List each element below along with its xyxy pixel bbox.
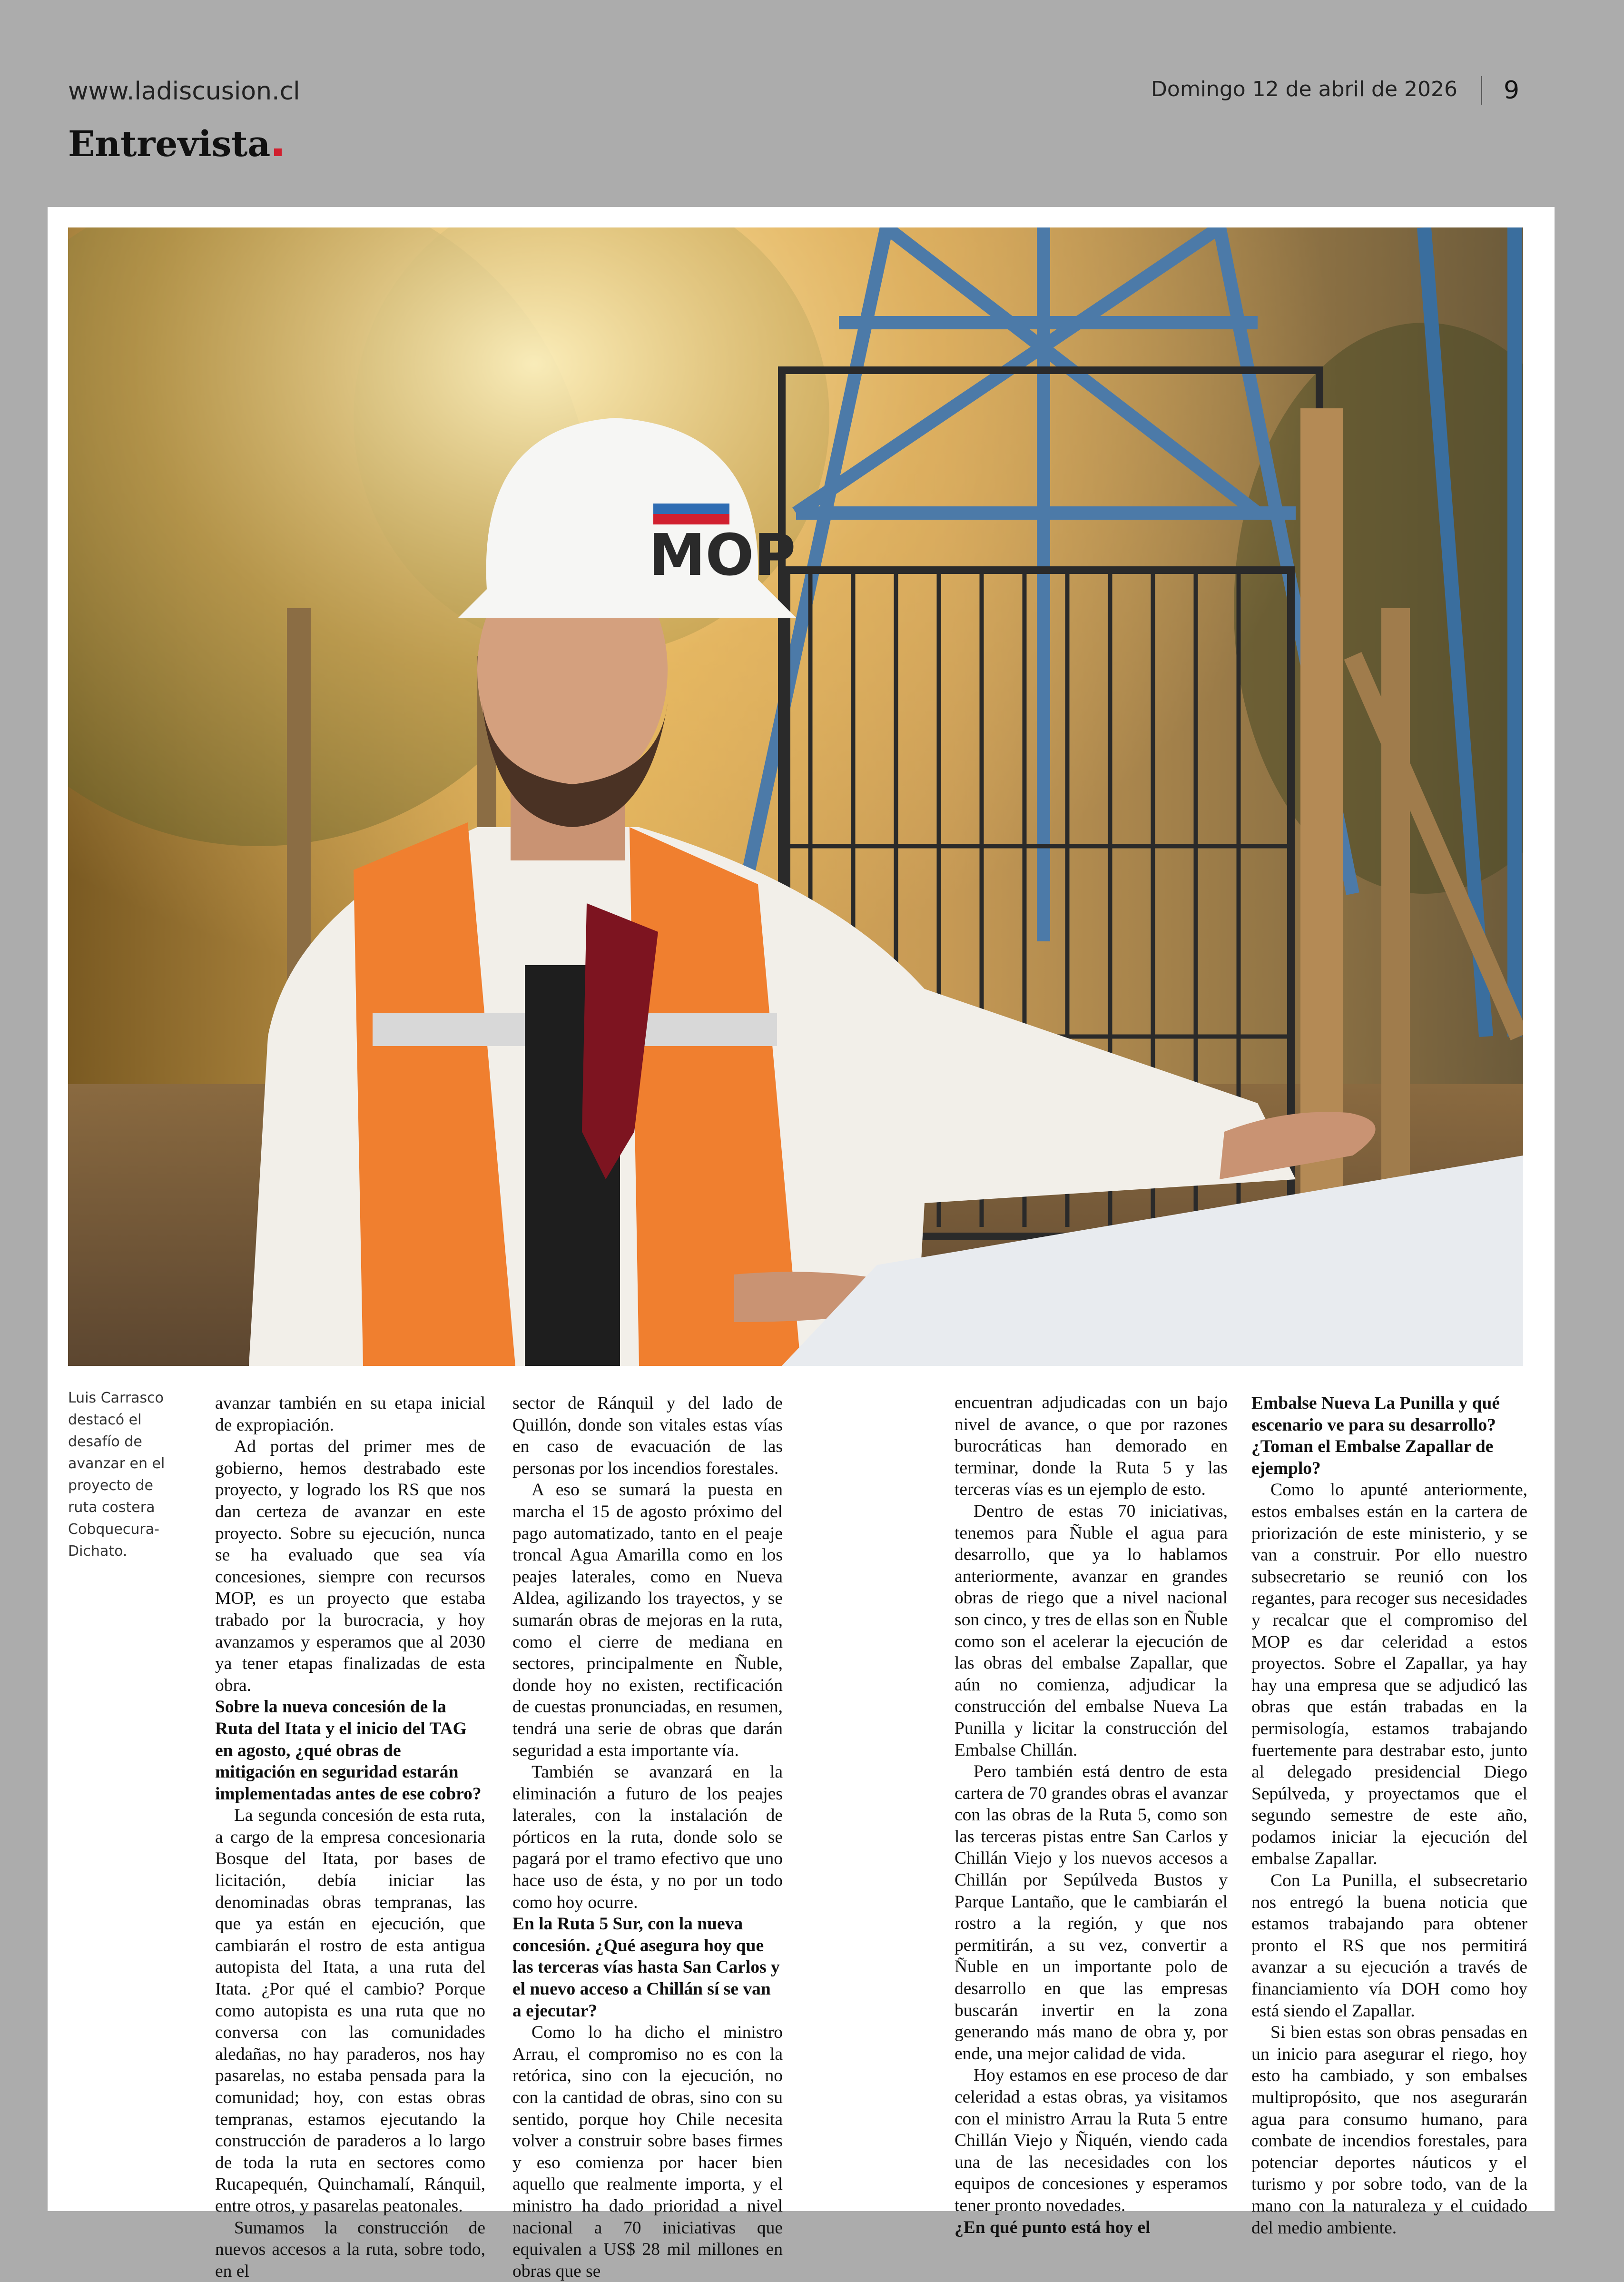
- paragraph: Pero también está dentro de esta cartera de 70 grandes obras el avanzar con las obras de la Ruta 5, como son las terceras pistas entre San Carlos y Chillán Viejo y los nuevos accesos a Chillán por Sepúlveda Bustos y Parque Lantaño, que le cambiarán el rostro a la región, y que nos permitirán, a su vez, convertir a Ñuble en un importante polo de desarrollo en que las empresas buscarán invertir en la zona generando más mano de obra y, por ende, una mejor calidad de vida.: [955, 1762, 1228, 2064]
- article-column-1: [215, 1393, 485, 2282]
- paragraph: También se avanzará en la eliminación a futuro de los peajes laterales, con la instalación de pórticos en la ruta, donde solo se pagará por el tramo efectivo que uno hace uso de ésta, y no por un todo como hoy ocurre.: [512, 1762, 783, 1912]
- article-column-3: [955, 1392, 1228, 2238]
- paragraph: Dentro de estas 70 iniciativas, tenemos para Ñuble el agua para desarrollo, que ya lo hablamos anteriormente, avanzar en grandes obras de riego que a nivel nacional son cinco, y tres de ellas son en Ñuble como son el acelerar la ejecución de las obras del embalse Zapallar, que aún no comienza, adjudicar la construcción del embalse Nueva La Punilla y licitar la construcción del Embalse Chillán.: [955, 1501, 1228, 1760]
- issue-date: Domingo 12 de abril de 2026: [1151, 77, 1457, 101]
- paragraph: avanzar también en su etapa inicial de expropiación.: [215, 1393, 485, 1435]
- article-photo: [68, 227, 1523, 1366]
- paragraph: Ad portas del primer mes de gobierno, hemos destrabado este proyecto, y logrado los RS que nos dan certeza de avanzar en este proyecto. Sobre su ejecución, nunca se ha evaluado que sea vía concesiones, siempre con recursos MOP, es un proyecto que estaba trabado por la burocracia, y hoy avanzamos y esperamos que al 2030 ya tener etapas finalizadas de esta obra.: [215, 1437, 485, 1695]
- paragraph: Como lo ha dicho el ministro Arrau, el compromiso no es con la retórica, sino con la ejecución, no con la cantidad de obras, sino con su sentido, porque hoy Chile necesita volver a construir sobre bases firmes y eso comienza por hacer bien aquello que realmente importa, y el ministro ha dado prioridad a nivel nacional a 70 iniciativas que equivalen a US$ 28 mil millones en obras que se: [512, 2023, 783, 2281]
- paragraph: Con La Punilla, el subsecretario nos entregó la buena noticia que estamos trabajando para obtener pronto el RS que nos permitirá avanzar a su ejecución a través de financiamiento vía DOH como hoy está siendo el Zapallar.: [1251, 1871, 1527, 2021]
- section-label: Entrevista: [68, 124, 271, 165]
- paragraph: sector de Ránquil y del lado de Quillón, donde son vitales estas vías en caso de evacuación de las personas por los incendios forestales.: [512, 1393, 783, 1478]
- section-title: [68, 124, 282, 165]
- interview-question: En la Ruta 5 Sur, con la nueva concesión. ¿Qué asegura hoy que las terceras vías hasta San Carlos y el nuevo acceso a Chillán sí se van a ejecutar?: [512, 1914, 780, 2021]
- paragraph: Si bien estas son obras pensadas en un inicio para asegurar el riego, hoy esto ha cambiado, y son embalses multipropósito, que nos asegurarán agua para consumo humano, para combate de incendios forestales, para potenciar deportes náuticos y el turismo y por sobre todo, van de la mano con la naturaleza y el cuidado del medio ambiente.: [1251, 2023, 1527, 2238]
- interview-question: Embalse Nueva La Punilla y qué escenario ve para su desarrollo? ¿Toman el Embalse Zapallar de ejemplo?: [1251, 1393, 1500, 1478]
- paragraph: Hoy estamos en ese proceso de dar celeridad a estas obras, ya visitamos con el ministro Arrau la Ruta 5 entre Chillán Viejo y Ñiquén, viendo cada una de las necesidades con los equipos de concesiones y esperamos tener pronto novedades.: [955, 2065, 1228, 2215]
- site-url: www.ladiscusion.cl: [68, 77, 300, 106]
- paragraph: La segunda concesión de esta ruta, a cargo de la empresa concesionaria Bosque del Itata, por bases de licitación, debía iniciar las denominadas obras tempranas, las que ya están en ejecución, que cambiarán el rostro de esta antigua autopista del Itata, a una ruta del Itata. ¿Por qué el cambio? Porque como autopista es una ruta que no conversa con las comunidades aledañas, no hay paraderos, nos hay pasarelas, no estaba pensada para la comunidad; hoy, con estas obras tempranas, estamos ejecutando la construcción de paraderos a lo largo de toda la ruta en sectores como Rucapequén, Quinchamalí, Ránquil, entre otros, y pasarelas peatonales.: [215, 1806, 485, 2216]
- photo-illustration: [68, 227, 1523, 1366]
- paragraph: Como lo apunté anteriormente, estos embalses están en la cartera de priorización de este ministerio, y se van a construir. Por ello nuestro subsecretario se reunió con los regantes, para recoger sus necesidades y recalcar que el compromiso del MOP es dar celeridad a estos proyectos. Sobre el Zapallar, ya hay hay una empresa que se adjudicó las obras que están trabadas en la permisología, estamos trabajando fuertemente para destrabar esto, junto al delegado presidencial Diego Sepúlveda, y proyectamos que el segundo semestre de este año, podamos iniciar la ejecución del embalse Zapallar.: [1251, 1480, 1527, 1869]
- article-column-2: [512, 1393, 783, 2282]
- paragraph: encuentran adjudicadas con un bajo nivel de avance, o que por razones burocráticas han demorado en terminar, donde la Ruta 5 y las terceras vías es un ejemplo de esto.: [955, 1393, 1228, 1500]
- article-column-4: [1251, 1393, 1527, 2239]
- photo-caption: Luis Carrasco destacó el desafío de avanzar en el proyecto de ruta costera Cobquecura-Dichato.: [68, 1390, 165, 1560]
- helmet-logo: MOP: [649, 523, 796, 589]
- page-number: 9: [1504, 76, 1520, 105]
- paragraph: A eso se sumará la puesta en marcha el 15 de agosto próximo del pago automatizado, tanto en el peaje troncal Agua Amarilla como en los peajes laterales, como en Nueva Aldea, agilizando los trayectos, y se sumarán obras de mejoras en la ruta, como el cierre de mediana en sectores, principalmente en Ñuble, donde hoy no existen, rectificación de cuestas pronunciadas, en resumen, tendrá una serie de obras que darán seguridad a esta importante vía.: [512, 1480, 783, 1760]
- interview-question: ¿En qué punto está hoy el: [955, 2217, 1151, 2237]
- section-dot: [274, 148, 282, 156]
- interview-question: Sobre la nueva concesión de la Ruta del Itata y el inicio del TAG en agosto, ¿qué obras de mitigación en seguridad estarán implementadas antes de ese cobro?: [215, 1697, 482, 1804]
- header-divider: [1481, 76, 1482, 105]
- paragraph: Sumamos la construcción de nuevos accesos a la ruta, sobre todo, en el: [215, 2218, 485, 2281]
